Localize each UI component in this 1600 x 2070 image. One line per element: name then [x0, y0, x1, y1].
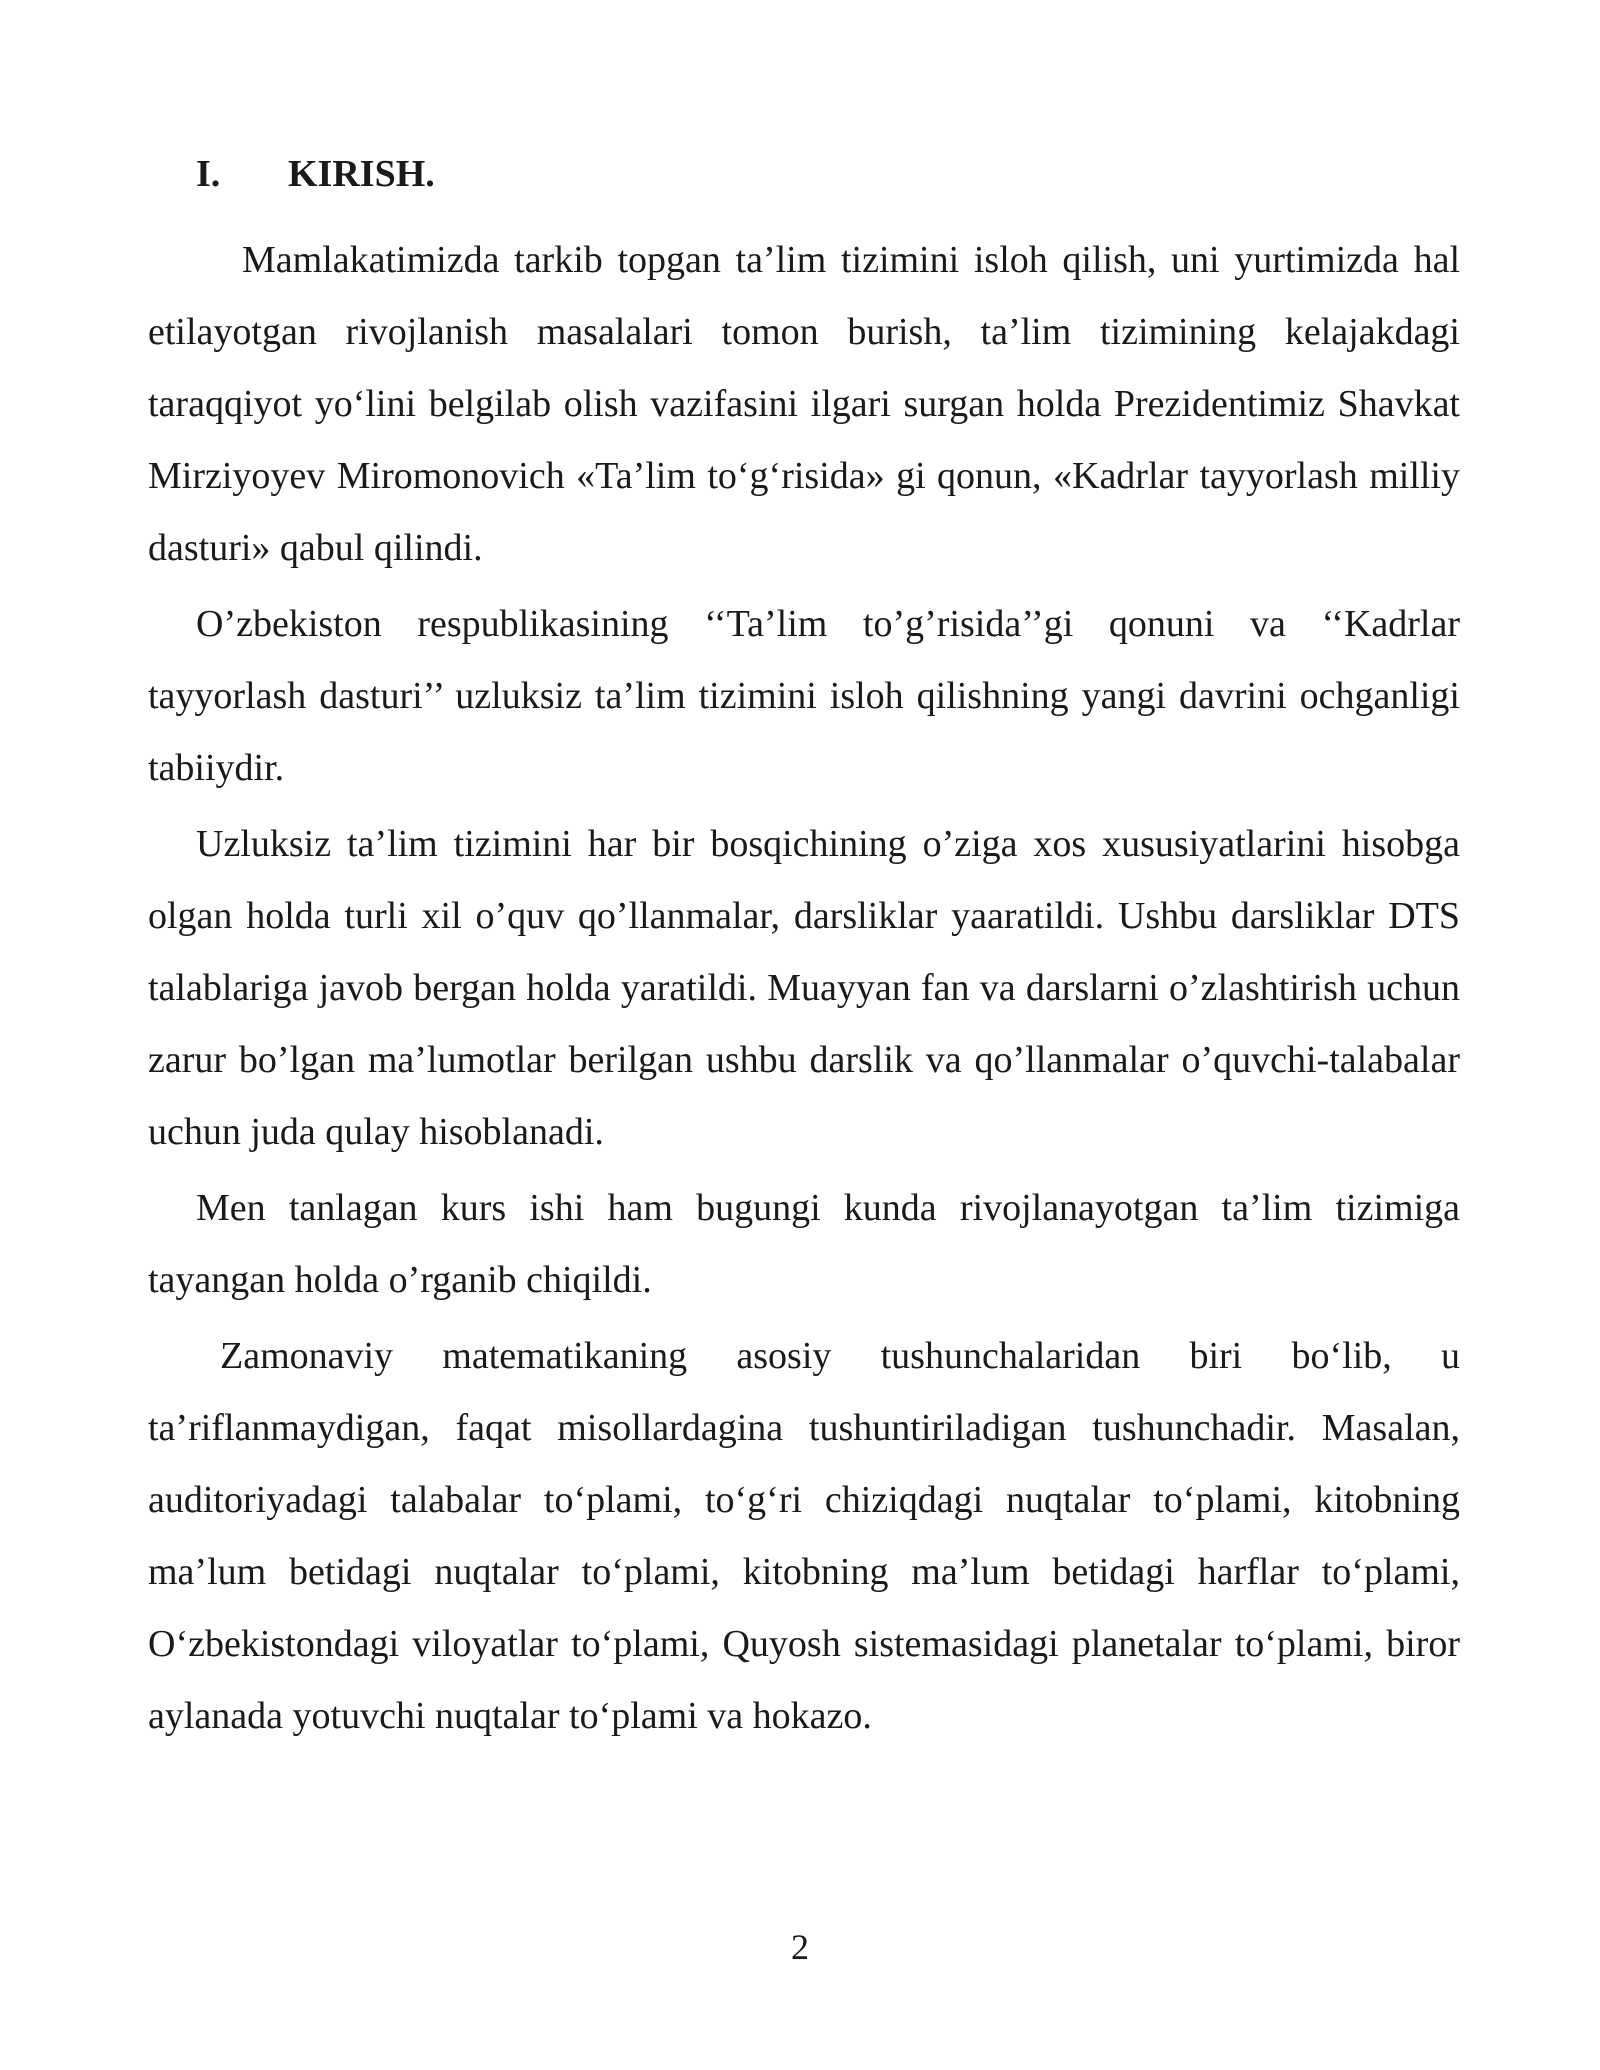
paragraph-4: Men tanlagan kurs ishi ham bugungi kunda rivojlanayotgan ta’lim tizimiga tayangan holda o’rganib chiqildi.	[148, 1187, 1460, 1301]
paragraph-2: O’zbekiston respublikasining ‘‘Ta’lim to’g’risida’’gi qonuni va ‘‘Kadrlar tayyorlash dasturi’’ uzluksiz ta’lim tizimini isloh qilishning yangi davrini ochganligi tabiiydir.	[148, 603, 1460, 789]
paragraph-1: Mamlakatimizda tarkib topgan ta’lim tizimini isloh qilish, uni yurtimizda hal etilayotgan rivojlanish masalalari tomon burish, ta’lim tizimining kelajakdagi taraqqiyot yo‘lini belgilab olish vazifasini ilgari surgan holda Prezidentimiz Shavkat Mirziyoyev Miromonovich «Ta’lim to‘g‘risida» gi qonun, «Kadrlar tayyorlash milliy dasturi» qabul qilindi.	[148, 239, 1460, 569]
paragraph-3: Uzluksiz ta’lim tizimini har bir bosqichining o’ziga xos xususiyatlarini hisobga olgan holda turli xil o’quv qo’llanmalar, darsliklar yaaratildi. Ushbu darsliklar DTS talablariga javob bergan holda yaratildi. Muayyan fan va darslarni o’zlashtirish uchun zarur bo’lgan ma’lumotlar berilgan ushbu darslik va qo’llanmalar o’quvchi-talabalar uchun juda qulay hisoblanadi.	[148, 823, 1460, 1153]
document-page	[148, 150, 1460, 1756]
section-number: I.	[196, 153, 221, 195]
paragraph-5: Zamonaviy matematikaning asosiy tushunchalaridan biri bo‘lib, u ta’riflanmaydigan, faqat misollardagina tushuntiriladigan tushunchadir. Masalan, auditoriyadagi talabalar to‘plami, to‘g‘ri chiziqdagi nuqtalar to‘plami, kitobning ma’lum betidagi nuqtalar to‘plami, kitobning ma’lum betidagi harflar to‘plami, O‘zbekistondagi viloyatlar to‘plami, Quyosh sistemasidagi planetalar to‘plami, biror aylanada yotuvchi nuqtalar to‘plami va hokazo.	[148, 1335, 1460, 1737]
section-title: KIRISH.	[288, 153, 435, 195]
section-heading	[148, 150, 1460, 198]
page-number: 2	[791, 1927, 809, 1967]
